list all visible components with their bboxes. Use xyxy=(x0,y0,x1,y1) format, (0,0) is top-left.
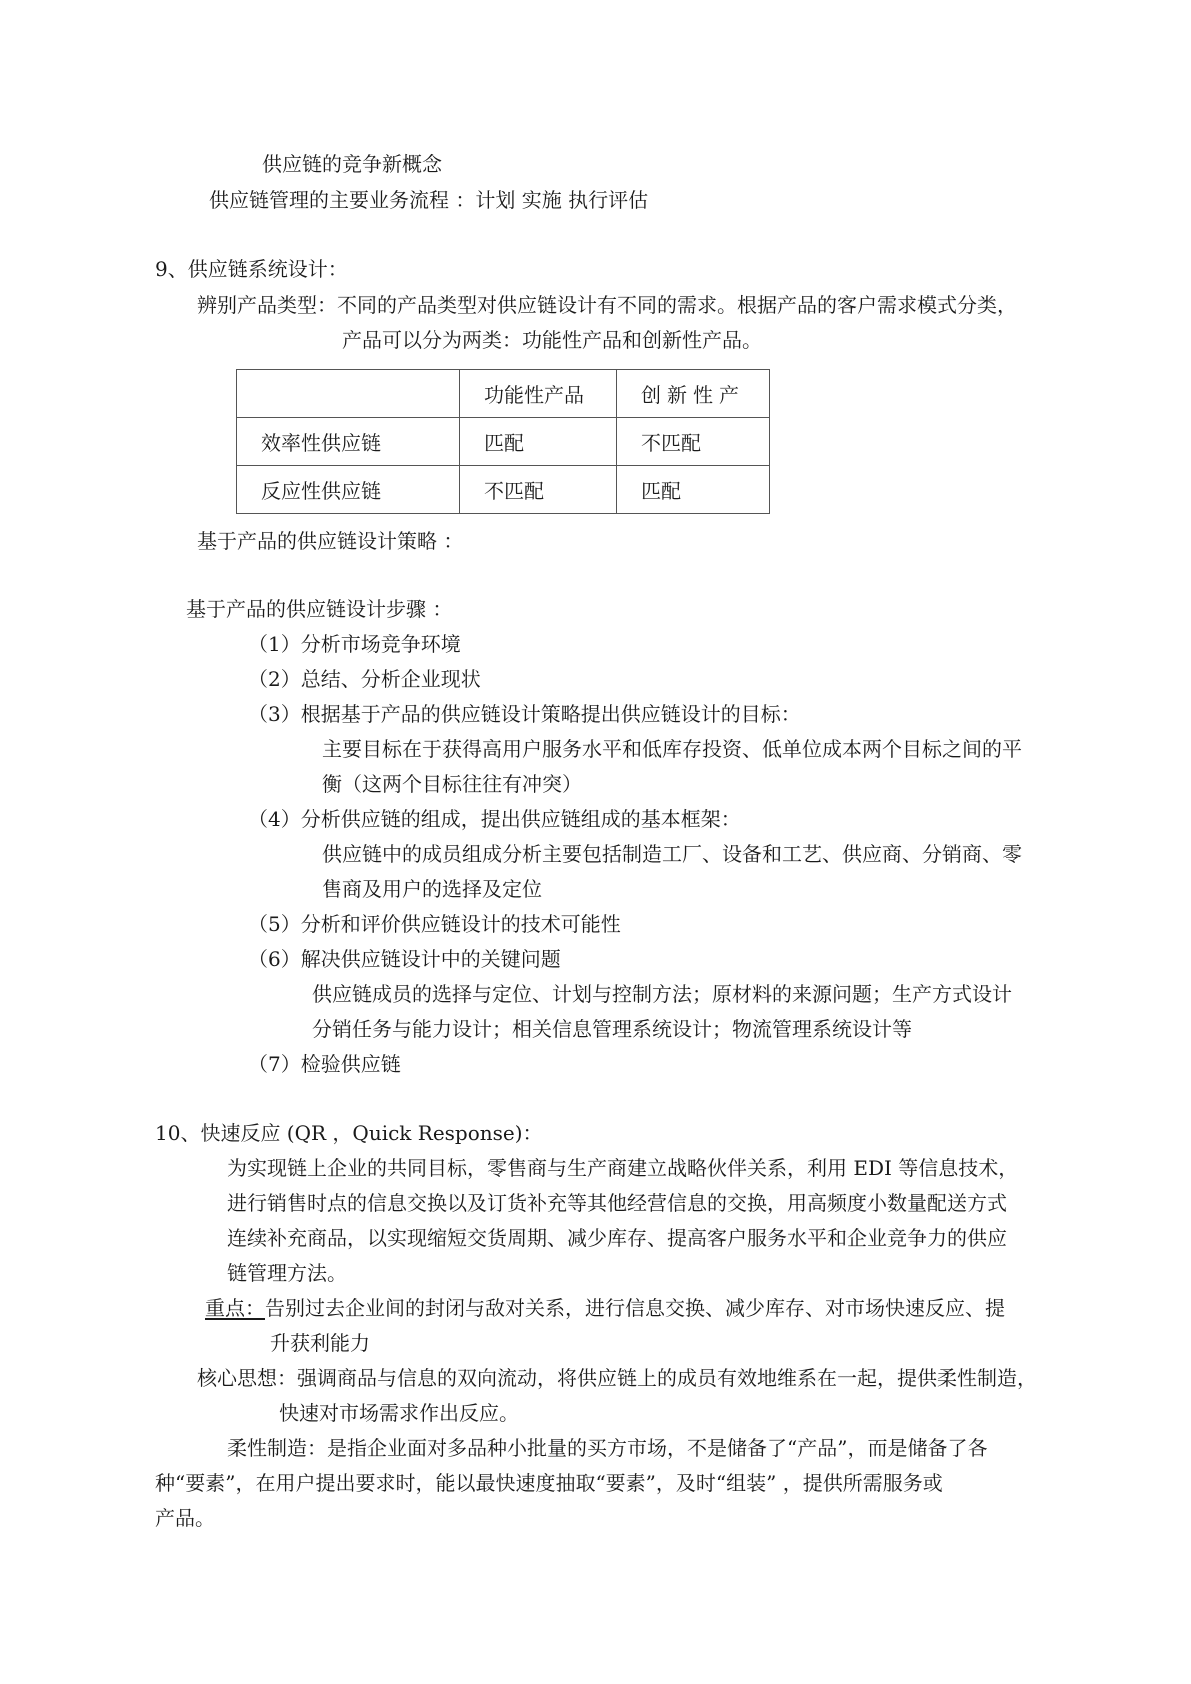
identify-product-type-2: 产品可以分为两类：功能性产品和创新性产品。 xyxy=(342,328,762,352)
section-10-heading: 10、快速反应 (QR ，Quick Response)： xyxy=(155,1121,543,1145)
step-4-detail-1: 供应链中的成员组成分析主要包括制造工厂、设备和工艺、供应商、分销商、零 xyxy=(322,842,1022,866)
flexible-manufacturing-2: 种“要素”，在用户提出要求时，能以最快速度抽取“要素”，及时“组装” ，提供所需服务或 xyxy=(155,1471,943,1495)
qr-definition-2: 进行销售时点的信息交换以及订货补充等其他经营信息的交换，用高频度小数量配送方式 xyxy=(227,1191,1007,1215)
step-6: （6）解决供应链设计中的关键问题 xyxy=(248,947,561,971)
core-idea-1: 核心思想：强调商品与信息的双向流动，将供应链上的成员有效地维系在一起，提供柔性制造， xyxy=(197,1366,1037,1390)
step-4: （4）分析供应链的组成，提出供应链组成的基本框架： xyxy=(248,807,741,831)
design-strategy-label: 基于产品的供应链设计策略 ： xyxy=(197,529,464,553)
section-9-heading: 9、供应链系统设计： xyxy=(155,257,348,281)
flexible-manufacturing-1: 柔性制造：是指企业面对多品种小批量的买方市场，不是储备了“产品”，而是储备了各 xyxy=(227,1436,988,1460)
step-6-detail-1: 供应链成员的选择与定位、计划与控制方法；原材料的来源问题；生产方式设计 xyxy=(312,982,1012,1006)
step-3-detail-1: 主要目标在于获得高用户服务水平和低库存投资、低单位成本两个目标之间的平 xyxy=(322,737,1022,761)
table-row xyxy=(237,418,770,466)
qr-definition-3: 连续补充商品，以实现缩短交货周期、减少库存、提高客户服务水平和企业竞争力的供应 xyxy=(227,1226,1007,1250)
step-6-detail-2: 分销任务与能力设计；相关信息管理系统设计；物流管理系统设计等 xyxy=(312,1017,912,1041)
key-points-1 xyxy=(197,1296,1005,1320)
table-cell xyxy=(237,370,460,418)
table-header-innovative: 创新性产 xyxy=(617,370,770,418)
flexible-manufacturing-3: 产品。 xyxy=(155,1506,215,1530)
table-row xyxy=(237,466,770,514)
table-cell: 匹配 xyxy=(460,418,617,466)
table-cell: 匹配 xyxy=(617,466,770,514)
step-3-detail-2: 衡（这两个目标往往有冲突） xyxy=(322,772,582,796)
step-3: （3）根据基于产品的供应链设计策略提出供应链设计的目标： xyxy=(248,702,801,726)
core-idea-2: 快速对市场需求作出反应。 xyxy=(279,1401,519,1425)
table-header-functional: 功能性产品 xyxy=(460,370,617,418)
product-supply-chain-table xyxy=(236,369,770,514)
step-4-detail-2: 售商及用户的选择及定位 xyxy=(322,877,542,901)
table-header-row xyxy=(237,370,770,418)
intro-line-2: 供应链管理的主要业务流程 ：计划 实施 执行评估 xyxy=(209,188,649,212)
identify-product-type-1: 辨别产品类型：不同的产品类型对供应链设计有不同的需求。根据产品的客户需求模式分类， xyxy=(197,293,1017,317)
design-steps-title: 基于产品的供应链设计步骤 ： xyxy=(186,597,453,621)
step-7: （7）检验供应链 xyxy=(248,1052,401,1076)
step-2: （2）总结、分析企业现状 xyxy=(248,667,481,691)
table-cell: 不匹配 xyxy=(460,466,617,514)
intro-line-1: 供应链的竞争新概念 xyxy=(262,152,442,176)
key-points-2: 升获利能力 xyxy=(270,1331,370,1355)
step-5: （5）分析和评价供应链设计的技术可能性 xyxy=(248,912,621,936)
table-cell: 不匹配 xyxy=(617,418,770,466)
table-cell: 效率性供应链 xyxy=(237,418,460,466)
key-points-label: 重点： xyxy=(205,1296,265,1320)
qr-definition-4: 链管理方法。 xyxy=(227,1261,347,1285)
qr-definition-1: 为实现链上企业的共同目标，零售商与生产商建立战略伙伴关系，利用 EDI 等信息技术， xyxy=(227,1156,1019,1180)
step-1: （1）分析市场竞争环境 xyxy=(248,632,461,656)
table-cell: 反应性供应链 xyxy=(237,466,460,514)
key-points-text: 告别过去企业间的封闭与敌对关系，进行信息交换、减少库存、对市场快速反应、提 xyxy=(265,1296,1005,1320)
